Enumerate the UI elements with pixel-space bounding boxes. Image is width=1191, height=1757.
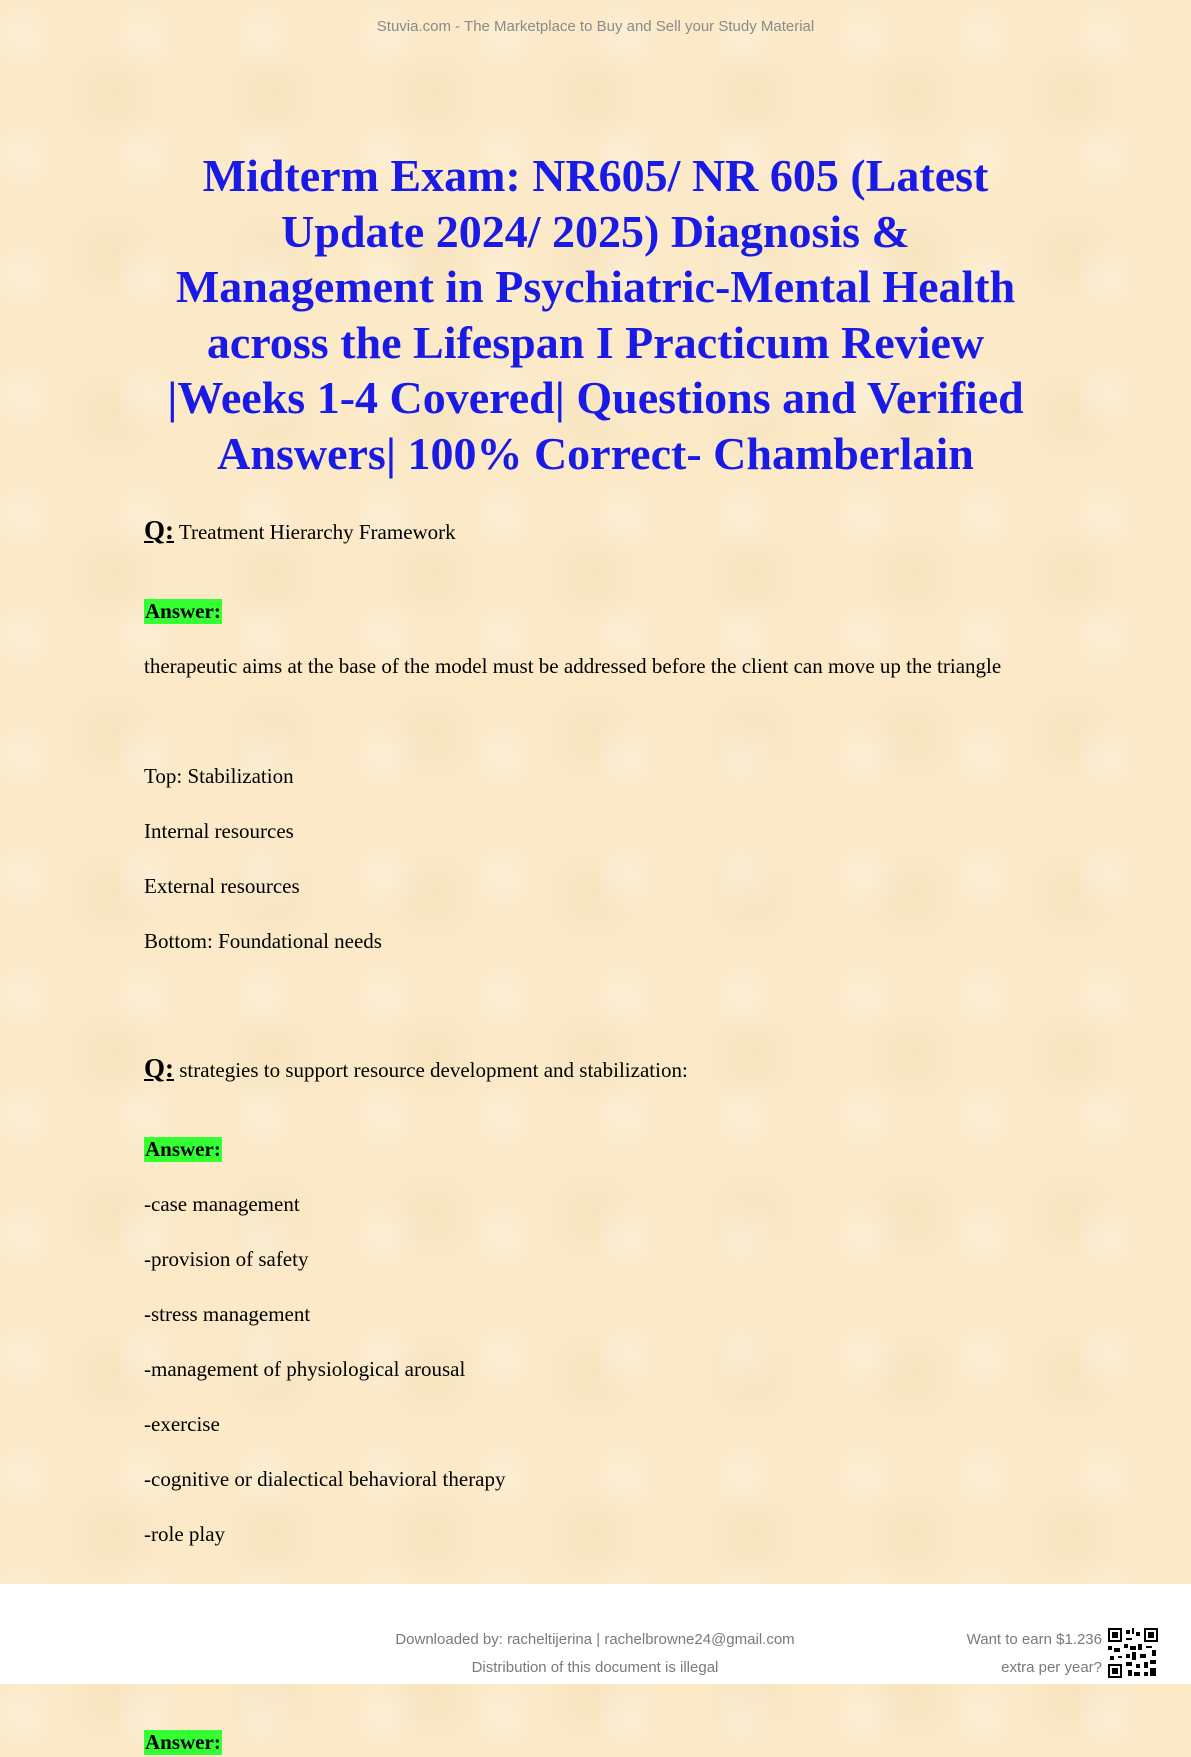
qa-item-2 — [144, 1053, 1064, 1576]
answer-line: -role play — [144, 1522, 226, 1546]
answer-body — [144, 1164, 1064, 1577]
answer-line: Internal resources — [144, 819, 294, 843]
answer-label: Answer: — [145, 1730, 221, 1754]
site-banner: Stuvia.com - The Marketplace to Buy and Sell your Study Material — [376, 18, 815, 35]
footer-download-info — [330, 1626, 860, 1682]
answer-body — [144, 626, 1064, 984]
qr-code-icon[interactable] — [1108, 1628, 1158, 1678]
question-label: Q: — [144, 1053, 174, 1083]
document-title: Midterm Exam: NR605/ NR 605 (Latest Update 2024/ 2025) Diagnosis & Management in Psychiatric-Mental Health across the Lifespan I Practicum Review |Weeks 1-4 Covered| Questions and Verified Answers| 100% Correct- Chamberlain — [167, 150, 1024, 479]
answer-line: Bottom: Foundational needs — [144, 929, 382, 953]
page-footer — [0, 1584, 1191, 1684]
answer-line: -management of physiological arousal — [144, 1357, 466, 1381]
answer-line: -case management — [144, 1192, 300, 1216]
answer-label: Answer: — [145, 1137, 221, 1161]
question-line — [144, 1053, 1064, 1085]
earn-line-1: Want to earn $1.236 — [966, 1631, 1102, 1648]
answer-line: therapeutic aims at the base of the model must be addressed before the client can move up the triangle — [144, 654, 1002, 678]
answer-line: -cognitive or dialectical behavioral therapy — [144, 1467, 506, 1491]
answer-line: -stress management — [144, 1302, 311, 1326]
downloaded-by-text: Downloaded by: racheltijerina | rachelbrowne24@gmail.com — [395, 1631, 795, 1648]
question-label: Q: — [144, 515, 174, 545]
answer-line: External resources — [144, 874, 300, 898]
earn-promo[interactable] — [920, 1626, 1102, 1682]
answer-line: -provision of safety — [144, 1247, 309, 1271]
answer-spacer — [144, 708, 1064, 736]
answer-label: Answer: — [145, 599, 221, 623]
qa-item-1 — [144, 515, 1064, 983]
answer-line: -exercise — [144, 1412, 220, 1436]
earn-line-2: extra per year? — [1001, 1659, 1102, 1676]
answer-line: Top: Stabilization — [144, 764, 294, 788]
question-line — [144, 515, 1064, 547]
question-text: Treatment Hierarchy Framework — [178, 520, 456, 544]
distribution-notice: Distribution of this document is illegal — [471, 1659, 719, 1676]
question-text: strategies to support resource development and stabilization: — [179, 1058, 688, 1082]
qa-content — [144, 515, 1064, 1757]
